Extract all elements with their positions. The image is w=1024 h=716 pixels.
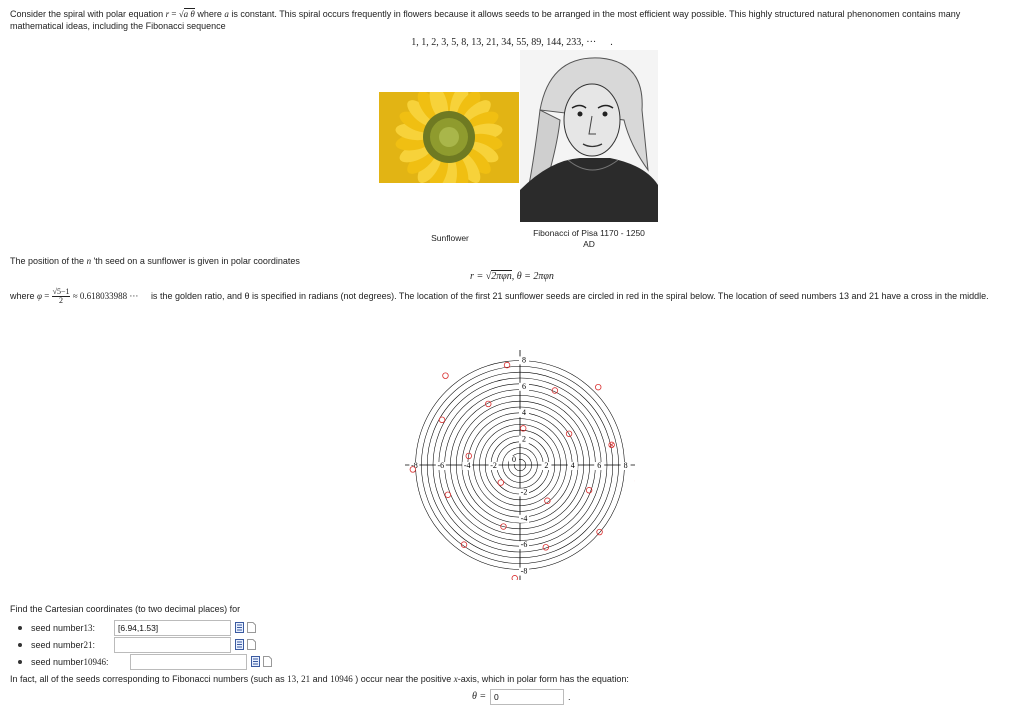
y-tick-label: 2	[522, 434, 526, 444]
y-tick-label: -2	[520, 487, 528, 497]
seed-item-10946	[18, 653, 109, 670]
position-text-2: 'th seed on a sunflower is given in polar coordinates	[91, 256, 300, 266]
portrait-caption-line1: Fibonacci of Pisa 1170 - 1250	[533, 228, 645, 238]
seed-marker	[439, 417, 445, 423]
x-tick-label: 4	[570, 461, 575, 470]
hint-icon[interactable]	[247, 622, 256, 633]
golden-approx: ≈ 0.618033988 ···	[70, 290, 139, 301]
fibonacci-portrait	[520, 50, 658, 222]
bullet	[18, 660, 22, 664]
seed-label-prefix: seed number	[31, 639, 84, 650]
polar-eq-sqrt: √	[485, 271, 492, 282]
find-instruction: Find the Cartesian coordinates (to two decimal places) for	[10, 604, 241, 614]
seed-marker	[595, 384, 601, 390]
final-n21: 21	[301, 674, 311, 684]
y-tick-label: -4	[520, 513, 528, 523]
var-a: a	[224, 9, 229, 19]
golden-numerator: √5−1	[52, 287, 70, 296]
seed-item-13	[18, 619, 95, 636]
sunflower-caption: Sunflower	[431, 233, 469, 243]
seed-label-suffix: :	[92, 622, 96, 633]
position-text-1: The position of the	[10, 256, 87, 266]
seed-number: 21	[83, 639, 93, 650]
sequence-end: .	[610, 37, 613, 48]
seed-marker	[498, 480, 504, 486]
eq-r: r	[165, 9, 170, 19]
intro-text-3: is constant. This spiral occurs frequently in flowers because it allows seeds to be arranged in the most efficient way possible. This highly structured natural phenonomen contains many mathematical ideas, including the Fibonacci sequence	[10, 9, 961, 31]
seed-label-prefix: seed number	[31, 656, 84, 667]
final-n10946: 10946	[330, 674, 353, 684]
final-n13: 13	[287, 674, 297, 684]
var-n: n	[86, 256, 92, 266]
intro-text-1: Consider the spiral with polar equation	[10, 9, 166, 19]
seed-label-prefix: seed number	[31, 622, 84, 633]
seed-cross-marker	[610, 443, 614, 447]
seed-number: 10946	[83, 656, 107, 667]
seed-number: 13	[83, 622, 93, 633]
x-tick-label: -4	[463, 461, 471, 470]
seed-marker	[512, 575, 518, 580]
bullet	[18, 626, 22, 630]
sunflower-image	[379, 92, 519, 183]
hint-icon[interactable]	[263, 656, 272, 667]
golden-phi: φ	[37, 290, 42, 301]
polar-equation	[0, 271, 1024, 282]
x-tick-label: 6	[597, 461, 602, 470]
final-sep2: and	[310, 674, 331, 684]
seed-item-21	[18, 636, 95, 653]
origin-label: 0	[512, 455, 516, 464]
polar-plot-svg	[405, 350, 635, 580]
sqrt-sign: √	[178, 9, 184, 19]
seed-21-answer-input[interactable]	[114, 637, 231, 653]
seed-marker	[445, 492, 451, 498]
seed-label-suffix: :	[106, 656, 109, 667]
position-paragraph	[10, 256, 300, 267]
preview-icon[interactable]	[235, 622, 244, 633]
intro-text-2: where	[194, 9, 225, 19]
final-text-1: In fact, all of the seeds corresponding to Fibonacci numbers (such as	[10, 674, 288, 684]
y-tick-label: 8	[522, 355, 526, 365]
preview-icon[interactable]	[251, 656, 260, 667]
golden-rest: is the golden ratio, and θ is specified in radians (not degrees). The location of the first 21 sunflower seeds are circled in red in the spiral below. The location of seed numbers 13 and 21 have a cross in the middle.	[150, 290, 989, 301]
y-tick-label: -8	[520, 566, 528, 576]
eq-equals: =	[169, 9, 179, 19]
golden-fraction	[52, 288, 71, 305]
polar-eq-r: r =	[470, 271, 486, 282]
hint-icon[interactable]	[247, 639, 256, 650]
final-text-3: -axis, which in polar form has the equation:	[457, 674, 629, 684]
y-tick-label: 6	[522, 381, 526, 391]
seed-13-answer-input[interactable]: [6.94,1.53]	[114, 620, 231, 636]
preview-icon[interactable]	[235, 639, 244, 650]
theta-answer-input[interactable]: 0	[490, 689, 564, 705]
final-x-var: x	[453, 674, 458, 684]
polar-eq-radicand: 2πφn	[491, 271, 512, 282]
x-tick-label: -8	[411, 461, 418, 470]
seed-marker	[443, 373, 449, 379]
sequence-text: 1, 1, 2, 3, 5, 8, 13, 21, 34, 55, 89, 144, 233, ···	[411, 37, 597, 48]
x-tick-label: -6	[437, 461, 445, 470]
intro-paragraph	[10, 9, 1010, 32]
eq-radicand: a θ	[183, 9, 195, 19]
golden-eq: =	[42, 290, 52, 301]
theta-end-dot: .	[568, 692, 571, 702]
golden-where: where	[10, 290, 38, 301]
polar-spiral-plot	[405, 350, 635, 580]
x-tick-label: 8	[623, 461, 628, 470]
final-sep1: ,	[296, 674, 302, 684]
fibonacci-sequence	[0, 37, 1024, 48]
polar-eq-theta: , θ = 2πφn	[511, 271, 554, 282]
y-tick-label: 4	[522, 408, 526, 418]
seed-label-suffix: :	[92, 639, 96, 650]
final-text-2: ) occur near the positive	[352, 674, 454, 684]
x-tick-label: 2	[544, 461, 549, 470]
x-tick-label: -2	[490, 461, 497, 470]
theta-label: θ =	[472, 691, 487, 702]
bullet	[18, 643, 22, 647]
portrait-caption	[508, 228, 670, 250]
golden-ratio-paragraph	[10, 288, 1018, 305]
portrait-caption-line2: AD	[583, 239, 595, 249]
seed-marker	[597, 529, 603, 535]
final-paragraph	[10, 674, 629, 685]
y-tick-label: -6	[520, 540, 528, 550]
seed-10946-answer-input[interactable]	[130, 654, 247, 670]
golden-denominator: 2	[59, 296, 64, 305]
